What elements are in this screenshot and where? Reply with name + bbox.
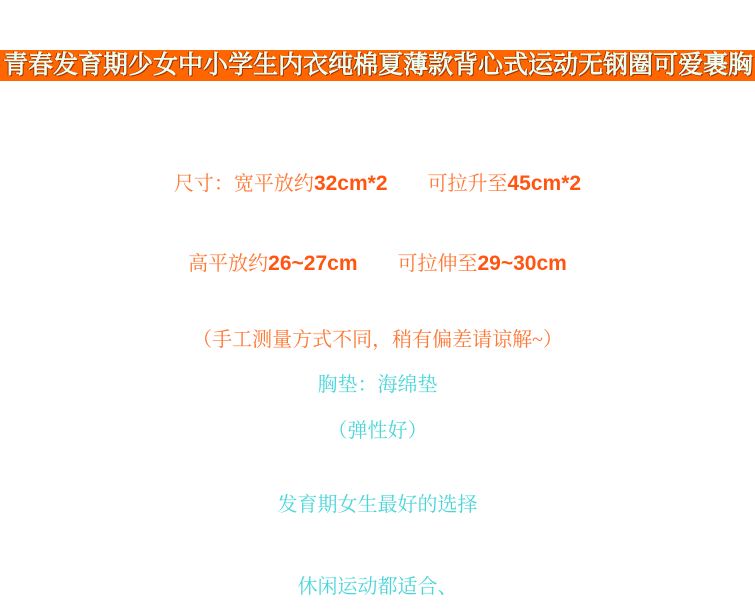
stretch-width-value: 45cm*2: [507, 172, 582, 195]
stretch-height-value: 29~30cm: [477, 252, 567, 275]
product-title-banner: [0, 50, 755, 81]
slogan-casual-sports-text: 休闲运动都适合、: [297, 576, 458, 598]
measurement-note-text: （手工测量方式不同，稍有偏差请谅解~）: [192, 329, 563, 351]
size-width-value: 32cm*2: [313, 172, 388, 195]
size-height-row: [0, 252, 755, 276]
elasticity-text: （弹性好）: [327, 420, 428, 442]
size-height-value: 26~27cm: [268, 252, 358, 275]
product-title-text: 青春发育期少女中小学生内衣纯棉夏薄款背心式运动无钢圈可爱裹胸: [3, 52, 754, 79]
slogan-best-choice-text: 发育期女生最好的选择: [277, 494, 478, 516]
size-height-label: 高平放约: [188, 253, 269, 275]
size-width-row: [0, 172, 755, 196]
size-width-label: 尺寸：宽平放约: [173, 173, 314, 195]
stretch-width-label: 可拉升至: [427, 173, 508, 195]
chest-pad-text: 胸垫：海绵垫: [317, 374, 438, 396]
stretch-height-label: 可拉伸至: [397, 253, 478, 275]
